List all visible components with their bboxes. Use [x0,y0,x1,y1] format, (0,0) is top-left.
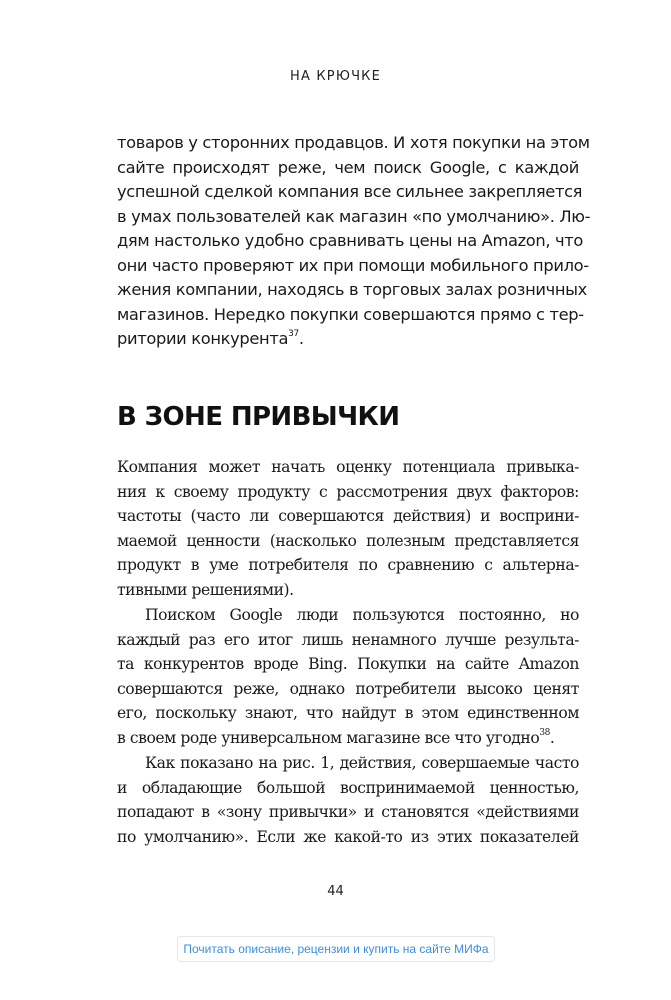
paragraph-habit-assessment [117,455,579,603]
text-line [117,327,579,352]
text-line: маемой ценности (насколько полезным представляется [117,531,579,550]
text-line: продукт в уме потребителя по сравнению с альтерна- [117,556,579,575]
text-line: жения компании, находясь в торговых залах розничных [117,280,587,299]
text-line: Как показано на рис. 1, действия, совершаемые часто [145,754,579,772]
end-punctuation: . [298,329,304,348]
text-line: товаров у сторонних продавцов. И хотя покупки на этом [117,133,590,152]
text-line: дям настолько удобно сравнивать цены на Amazon, что [117,231,584,250]
text-fragment: в своем роде универсальном магазине все что угодно [117,728,540,747]
text-line: тивными решениями). [117,580,294,599]
paragraph-habit-zone [117,751,579,849]
buy-book-link[interactable]: Почитать описание, рецензии и купить на сайте МИФа [177,936,495,962]
text-line: ния к своему продукту с рассмотрения двух факторов: [117,482,579,501]
text-line: его, поскольку знают, что найдут в этом единственном [117,704,579,723]
end-punctuation: . [549,728,555,747]
running-title: НА КРЮЧКЕ [289,69,382,84]
text-line: Компания может начать оценку потенциала привыка- [117,458,579,476]
text-fragment: ритории конкурента [117,329,289,348]
text-line: каждый раз его итог лишь ненамного лучше результа- [117,630,579,649]
text-line: успешной сделкой компания все сильнее закрепляется [117,182,583,201]
text-line: магазинов. Нередко покупки совершаются прямо с тер- [117,304,584,324]
paragraph-google-amazon [117,603,579,751]
text-line: та конкурентов вроде Bing. Покупки на сайте Amazon [117,655,579,674]
text-line: сайте происходят реже, чем поиск Google, с каждой [117,157,579,177]
text-line: и обладающие большой воспринимаемой ценностью, [117,778,579,797]
text-line: в умах пользователей как магазин «по умолчанию». Лю- [117,206,591,226]
section-heading: В ЗОНЕ ПРИВЫЧКИ [117,402,400,432]
text-line: частоты (часто ли совершаются действия) и восприни- [117,507,579,526]
text-line [117,726,579,751]
text-line: они часто проверяют их при помощи мобильного прило- [117,255,589,275]
text-line: попадают в «зону привычки» и становятся «действиями [117,803,579,822]
footnote-marker: 37 [288,328,299,339]
text-line: по умолчанию». Если же какой-то из этих показателей [117,827,579,846]
text-line: Поиском Google люди пользуются постоянно, но [145,606,579,624]
paragraph-continuation [117,131,591,352]
text-line: совершаются реже, однако потребители высоко ценят [117,679,579,698]
page-number: 44 [327,884,344,899]
footnote-marker: 38 [539,727,550,738]
